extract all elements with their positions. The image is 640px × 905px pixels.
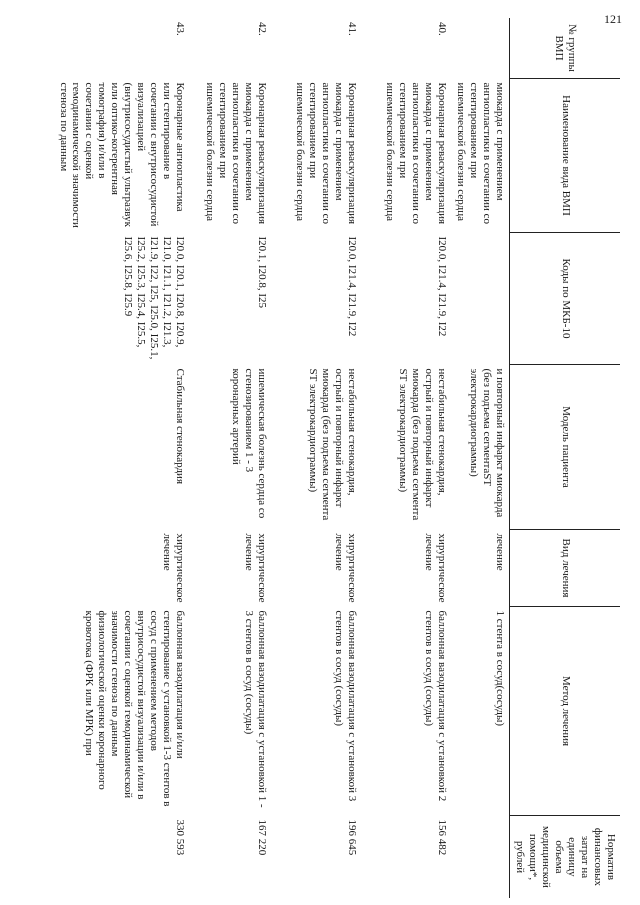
cell-type: хирургическое лечение — [161, 533, 187, 603]
cell-group — [451, 18, 510, 79]
cell-type: лечение — [494, 533, 507, 571]
cell-model: нестабильная стенокардия, острый и повторный инфаркт миокарда (без подъема сегмента ST электрокардиограммы) — [397, 368, 449, 521]
cell-group: 41. — [346, 22, 359, 36]
table-row — [271, 18, 361, 898]
header-type: Вид лечения — [510, 530, 620, 607]
header-cost: Норматив финансовых затрат на единицу объема медицинской помощи*, рублей — [510, 816, 620, 899]
cell-cost: 156 482 — [436, 819, 449, 856]
cell-cost: 196 645 — [346, 819, 359, 856]
cell-model: и повторный инфаркт миокарда (без подъема сегментаST электрокардиограммы) — [468, 368, 507, 518]
cell-model: нестабильная стенокардия, острый и повторный инфаркт миокарда (без подъема сегмента ST электрокардиограммы) — [307, 368, 359, 521]
cell-name: Коронарная реваскуляризация миокарда с применением ангиопластики в сочетании со стентированием при ишемической болезни сердца — [384, 82, 449, 225]
cell-codes: I20.0, I21.4, I21.9, I22 — [436, 236, 449, 337]
header-name: Наименование вида ВМП — [510, 79, 620, 233]
cell-codes: I20.1, I20.8, I25 — [256, 236, 269, 308]
cell-codes: I20.0, I21.4, I21.9, I22 — [346, 236, 359, 337]
rotated-table-container — [0, 18, 620, 898]
cell-method: баллонная вазодилатация и/или стентирование с установкой 1-3 стентов в сосуд с применением методов внутрисосудистой визуализации и/или в сочетании с оценкой гемодинамической значимости стеноза по данным физиологической оценки коронарного кровотока (ФРК или МРК) при — [83, 610, 187, 807]
header-row — [510, 18, 620, 898]
table-row — [451, 18, 510, 898]
cell-type: хирургическое лечение — [423, 533, 449, 603]
header-model: Модель пациента — [510, 365, 620, 530]
vmp-table — [54, 18, 620, 898]
page-number: 121 — [604, 12, 622, 26]
cell-cost: 167 220 — [256, 819, 269, 856]
cell-name: миокарда с применением ангиопластики в сочетании со стентированием при ишемической болезни сердца — [455, 82, 507, 225]
cell-group: 43. — [174, 22, 187, 36]
cell-name: Коронарные ангиопластика или стентирование в сочетании с внутрисосудистой визуализацией (внутрисосудистый ультразвук или оптико-когерентная томография) и/или в сочетании с оценкой гемодинамической значимости стеноза по данным — [57, 82, 187, 228]
cell-cost — [451, 816, 510, 899]
cell-method: баллонная вазодилатация с установкой 1 - 3 стентов в сосуд (сосуды) — [243, 610, 269, 808]
cell-codes: I20.0, I20.1, I20.8, I20.9, I21.0, I21.1, I21.2, I21.3, I21.9, I22, I25, I25.0, I25.1, I25.2, I25.3, I25.4, I25.5, I25.6, I25.8, I25.9 — [122, 236, 187, 360]
cell-type: хирургическое лечение — [333, 533, 359, 603]
header-group: № группы ВМП — [510, 18, 620, 79]
header-codes: Коды по МКБ-10 — [510, 233, 620, 365]
cell-type: хирургическое лечение — [243, 533, 269, 603]
cell-model: Стабильная стенокардия — [174, 368, 187, 484]
table-row — [54, 18, 190, 898]
cell-method: 1 стента в сосуд(сосуды) — [494, 610, 507, 727]
cell-model: ишемическая болезнь сердца со стенозированием 1 - 3 коронарных артерий — [230, 368, 269, 519]
table-row — [189, 18, 271, 898]
cell-name: Коронарная реваскуляризация миокарда с применением ангиопластики в сочетании со стентированием при ишемической болезни сердца — [294, 82, 359, 225]
cell-group: 42. — [256, 22, 269, 36]
cell-method: баллонная вазодилатация с установкой 3 стентов в сосуд (сосуды) — [333, 610, 359, 802]
cell-method: баллонная вазодилатация с установкой 2 стентов в сосуд (сосуды) — [423, 610, 449, 802]
cell-cost: 330 593 — [174, 819, 187, 856]
header-method: Метод лечения — [510, 607, 620, 816]
cell-codes — [451, 233, 510, 365]
table-row — [361, 18, 451, 898]
cell-name: Коронарная реваскуляризация миокарда с применением ангиопластики в сочетании со стентированием при ишемической болезни сердца — [204, 82, 269, 225]
cell-group: 40. — [436, 22, 449, 36]
